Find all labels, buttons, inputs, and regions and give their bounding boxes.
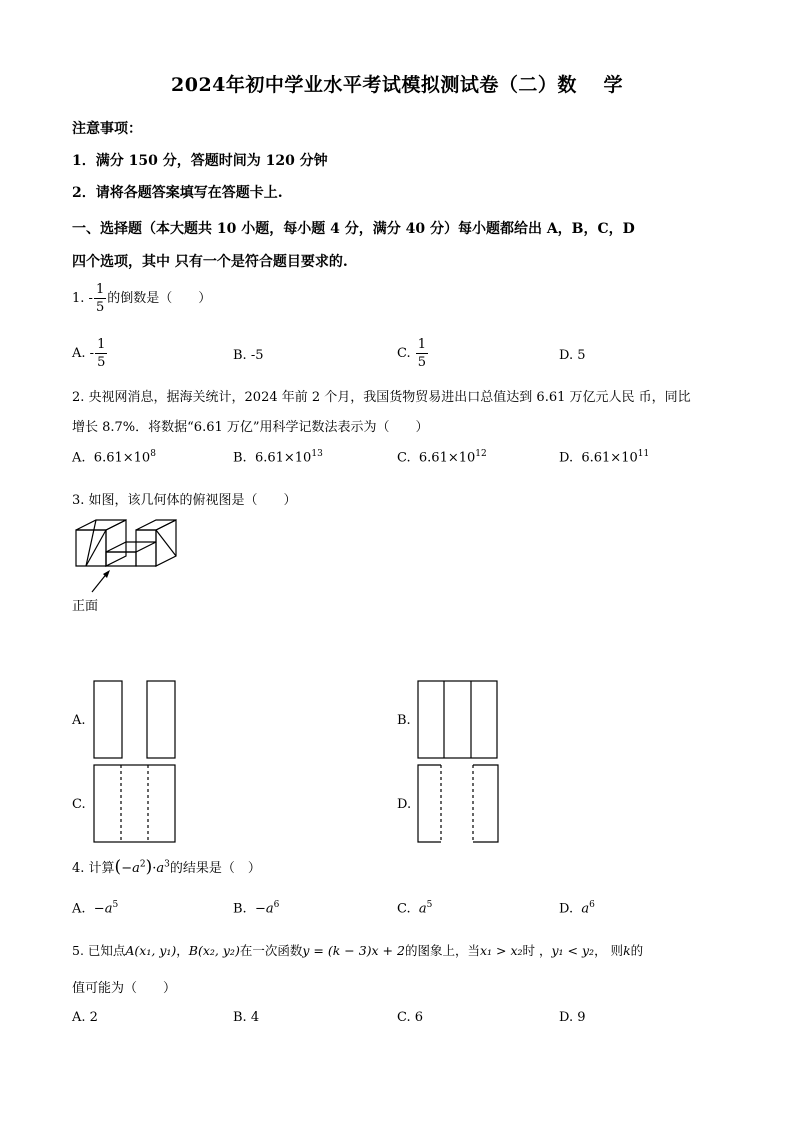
q1-option-a: A. - $\frac{1}{5}$ bbox=[72, 337, 106, 370]
q3-option-a-label: A. bbox=[72, 713, 86, 728]
q2-option-b: B. $6.61\times 10^{13}$ bbox=[233, 449, 323, 466]
question-1-stem: 1. - $\frac{1}{5}$ 的倒数是（ ） bbox=[72, 282, 212, 315]
q5-option-d: D. 9 bbox=[559, 1010, 586, 1025]
q4-option-c: C. $a^5$ bbox=[397, 900, 433, 917]
question-3-stem: 3. 如图，该几何体的俯视图是（ ） bbox=[72, 493, 297, 508]
q4-option-a: A. $-a^5$ bbox=[72, 900, 119, 917]
fraction: $\frac{1}{5}$ bbox=[95, 282, 105, 315]
page-title: 2024年初中学业水平考试模拟测试卷（二）数 学 bbox=[171, 74, 623, 96]
notice-item-2: 2．请将各题答案填写在答题卡上. bbox=[72, 185, 283, 201]
solid-figure bbox=[70, 516, 190, 598]
q3-option-c-figure bbox=[93, 764, 177, 844]
q3-option-b-label: B. bbox=[397, 713, 411, 728]
q2-option-d: D. $6.61\times 10^{11}$ bbox=[559, 449, 650, 466]
q2-option-c: C. $6.61\times 10^{12}$ bbox=[397, 449, 487, 466]
question-5-line1: 5. 已知点A(x₁, y₁)，B(x₂, y₂)在一次函数y = (k − 3)x + 2的图象上，当x₁ > x₂时 ，y₁ < y₂， 则k的 bbox=[72, 943, 644, 958]
section-heading-line2: 四个选项，其中 只有一个是符合题目要求的. bbox=[72, 254, 348, 270]
q5-option-c: C. 6 bbox=[397, 1010, 424, 1025]
notice-heading: 注意事项： bbox=[72, 121, 142, 137]
question-4-stem: 4. 计算$(-a^2)\cdot a^3$的结果是（ ） bbox=[72, 857, 261, 877]
q3-option-c-label: C. bbox=[72, 797, 86, 812]
question-5-line2: 值可能为（ ） bbox=[72, 981, 177, 996]
q1-option-c: C. $\frac{1}{5}$ bbox=[397, 337, 427, 370]
q5-option-b: B. 4 bbox=[233, 1010, 260, 1025]
q5-option-a: A. 2 bbox=[72, 1010, 98, 1025]
q3-option-d-figure bbox=[417, 764, 501, 844]
q4-option-b: B. $-a^6$ bbox=[233, 900, 280, 917]
q1-option-d: D. 5 bbox=[559, 348, 586, 363]
section-heading-line1: 一、选择题（本大题共 10 小题，每小题 4 分，满分 40 分）每小题都给出 A，B，C，D bbox=[72, 221, 635, 237]
q3-option-a-figure bbox=[93, 680, 177, 760]
notice-item-1: 1．满分 150 分，答题时间为 120 分钟 bbox=[72, 153, 328, 169]
q4-option-d: D. $a^6$ bbox=[559, 900, 595, 917]
question-2-line1: 2. 央视网消息，据海关统计，2024 年前 2 个月，我国货物贸易进出口总值达到 6.61 万亿元人民 币，同比 bbox=[72, 390, 691, 405]
question-2-line2: 增长 8.7%．将数据“6.61 万亿”用科学记数法表示为（ ） bbox=[72, 420, 429, 435]
q2-option-a: A. $6.61\times 10^8$ bbox=[72, 449, 156, 466]
q1-option-b: B. -5 bbox=[233, 348, 264, 363]
q3-option-d-label: D. bbox=[397, 797, 412, 812]
front-label: 正面 bbox=[72, 599, 99, 614]
q3-option-b-figure bbox=[417, 680, 499, 760]
